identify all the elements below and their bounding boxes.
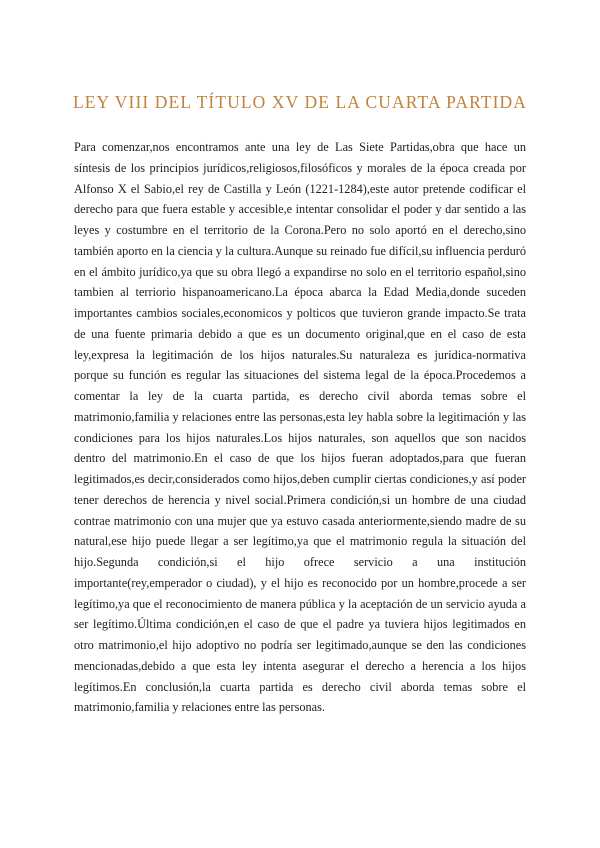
document-title: LEY VIII DEL TÍTULO XV DE LA CUARTA PARTIDA [72, 92, 528, 112]
document-body: Para comenzar,nos encontramos ante una ley de Las Siete Partidas,obra que hace un síntesis de los principios jurídicos,religiosos,filosóficos y morales de la época creada por Alfonso X el Sabio,el rey de Castilla y León (1221-1284),este autor pretende codificar el derecho para que fuera estable y accesible,e intentar consolidar el poder y dar sentido a las leyes y costumbre en el territorio de la Corona.Pero no solo aportó en el derecho,sino también aporto en la ciencia y la cultura.Aunque su reinado fue difícil,su influencia perduró en el ámbito jurídico,ya que su obra llegó a expandirse no solo en el territorio español,sino tambien al terriorio hispanoamericano.La época abarca la Edad Media,donde suceden importantes cambios sociales,economicos y polticos que tuvieron grande impacto.Se trata de una fuente primaria debido a que es un documento original,que en el caso de esta ley,expresa la legitimación de los hijos naturales.Su naturaleza es jurídica-normativa porque su función es regular las situaciones del sistema legal de la época.Procedemos a comentar la ley de la cuarta partida, es derecho civil aborda temas sobre el matrimonio,familia y relaciones entre las personas,esta ley habla sobre la legitimación y las condiciones para los hijos naturales.Los hijos naturales, son aquellos que son nacidos dentro del matrimonio.En el caso de que los hijos fueran adoptados,para que fueran legitimados,es decir,considerados como hijos,deben cumplir ciertas condiciones,y así poder tener derechos de herencia y nivel social.Primera condición,si un hombre de una ciudad contrae matrimonio con una mujer que ya estuvo casada anteriormente,siendo madre de su natural,ese hijo puede llegar a ser legítimo,ya que el matrimonio regula la situación del hijo.Segunda condición,si el hijo ofrece servicio a una institución importante(rey,emperador o ciudad), y el hijo es reconocido por un hombre,procede a ser legítimo,ya que el reconocimiento de manera pública y la aceptación de un servicio ayuda a ser legítimo.Última condición,en el caso de que el padre ya tuviera hijos legitimados en otro matrimonio,el hijo adoptivo no podría ser legitimado,aunque se den las condiciones mencionadas,debido a que esta ley intenta asegurar el derecho a herencia a los hijos legítimos.En conclusión,la cuarta partida es derecho civil aborda temas sobre el matrimonio,familia y relaciones entre las personas. [74, 140, 526, 715]
